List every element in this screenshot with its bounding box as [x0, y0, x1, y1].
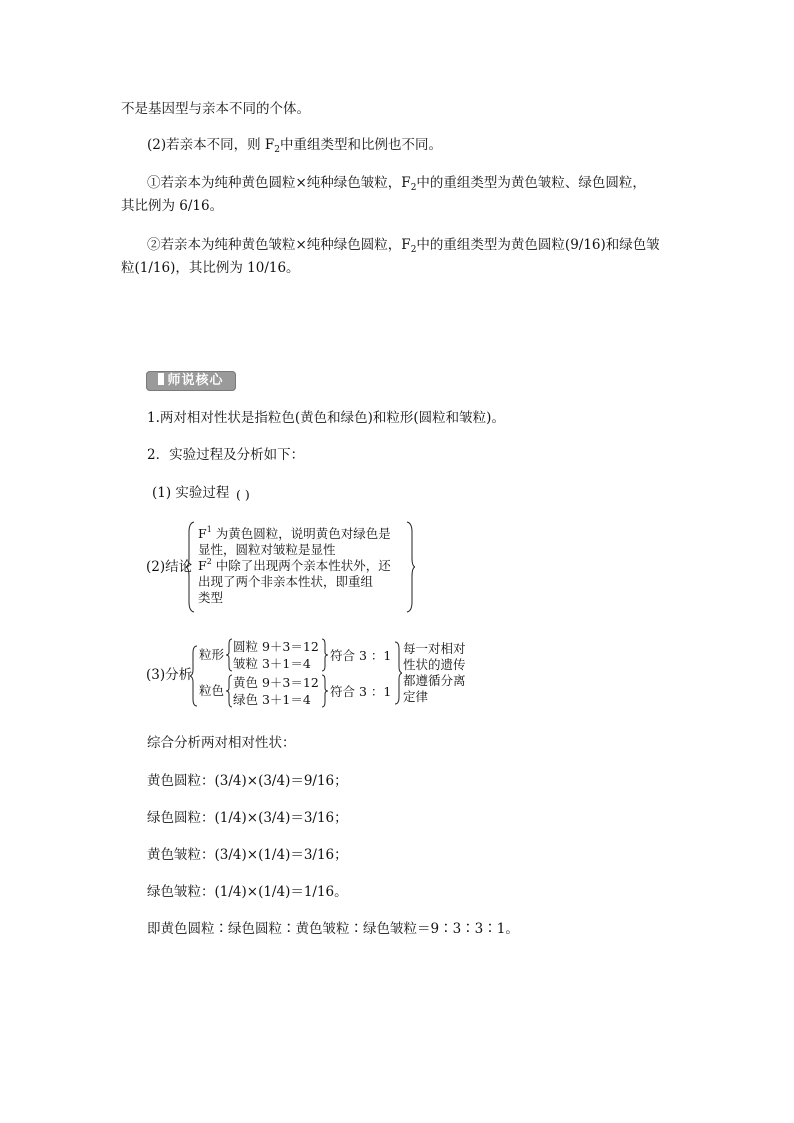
shape-brace [226, 638, 233, 672]
core-item-2: 2．实验过程及分析如下： [147, 447, 305, 463]
color-right-brace [321, 674, 328, 708]
analysis-label: (3)分析 [146, 667, 193, 683]
paragraph-case-1: ①若亲本为纯种黄色圆粒×纯种绿色皱粒，$F_2$中的重组类型为黄色皱粒、绿色圆粒， [147, 175, 646, 193]
analysis-conclusion-line-2: 性状的遗传 [403, 657, 466, 672]
combined-summary: 即黄色圆粒∶绿色圆粒∶黄色皱粒∶绿色皱粒＝9∶3∶3∶1。 [147, 921, 519, 937]
color-brace [226, 674, 233, 708]
combined-yellow-round: 黄色圆粒：(3/4)×(3/4)＝9/16； [147, 773, 348, 789]
conclusion-label: (2)结论 [146, 559, 193, 575]
conclusion-line-3: $F^2$ 中除了出现两个亲本性状外，还 [198, 557, 391, 573]
combined-green-round: 绿色圆粒：(1/4)×(3/4)＝3/16； [147, 810, 348, 826]
color-label: 粒色 [199, 683, 225, 698]
combined-yellow-wrinkled: 黄色皱粒：(3/4)×(1/4)＝3/16； [147, 847, 348, 863]
paragraph-continuation: 不是基因型与亲本不同的个体。 [121, 101, 310, 117]
analysis-conclusion-line-1: 每一对相对 [403, 641, 466, 656]
green-count: 绿色 3＋1＝4 [233, 692, 311, 707]
combined-green-wrinkled: 绿色皱粒：(1/4)×(1/4)＝1/16。 [147, 884, 348, 900]
conclusion-line-4: 出现了两个非亲本性状，即重组 [198, 574, 374, 589]
analysis-conclusion-line-3: 都遵循分离 [403, 673, 466, 688]
analysis-right-brace [394, 640, 402, 706]
paragraph-case-2: ②若亲本为纯种黄色皱粒×纯种绿色圆粒，$F_2$中的重组类型为黄色圆粒(9/16)和绿色皱 [147, 237, 660, 255]
conclusion-right-brace [405, 520, 415, 614]
shape-label: 粒形 [199, 647, 225, 662]
conclusion-line-2: 显性，圆粒对皱粒是显性 [198, 542, 336, 557]
wrinkled-count: 皱粒 3＋1＝4 [233, 656, 311, 671]
badge-mark-icon [158, 373, 164, 385]
paragraph-case-1-line2: 其比例为 6/16。 [121, 198, 224, 214]
yellow-count: 黄色 9＋3＝12 [233, 675, 319, 690]
analysis-conclusion-line-4: 定律 [403, 689, 429, 704]
conclusion-line-5: 类型 [198, 590, 224, 605]
process-label: (1) 实验过程 [152, 485, 230, 501]
paragraph-case-2-line2: 粒(1/16)，其比例为 10/16。 [121, 260, 300, 276]
section-badge: 师说核心 [146, 371, 236, 391]
shape-ratio: 符合 3 ：1 [330, 648, 392, 663]
process-placeholder: ( ) [236, 487, 250, 502]
paragraph-point-2: (2)若亲本不同，则 $F_2$中重组类型和比例也不同。 [147, 137, 443, 155]
round-count: 圆粒 9＋3＝12 [233, 639, 319, 654]
color-ratio: 符合 3 ：1 [330, 684, 392, 699]
conclusion-line-1: $F^1$ 为黄色圆粒，说明黄色对绿色是 [198, 525, 391, 541]
combined-intro: 综合分析两对相对性状： [147, 735, 296, 751]
shape-right-brace [321, 638, 328, 672]
core-item-1: 1.两对相对性状是指粒色(黄色和绿色)和粒形(圆粒和皱粒)。 [147, 410, 505, 426]
